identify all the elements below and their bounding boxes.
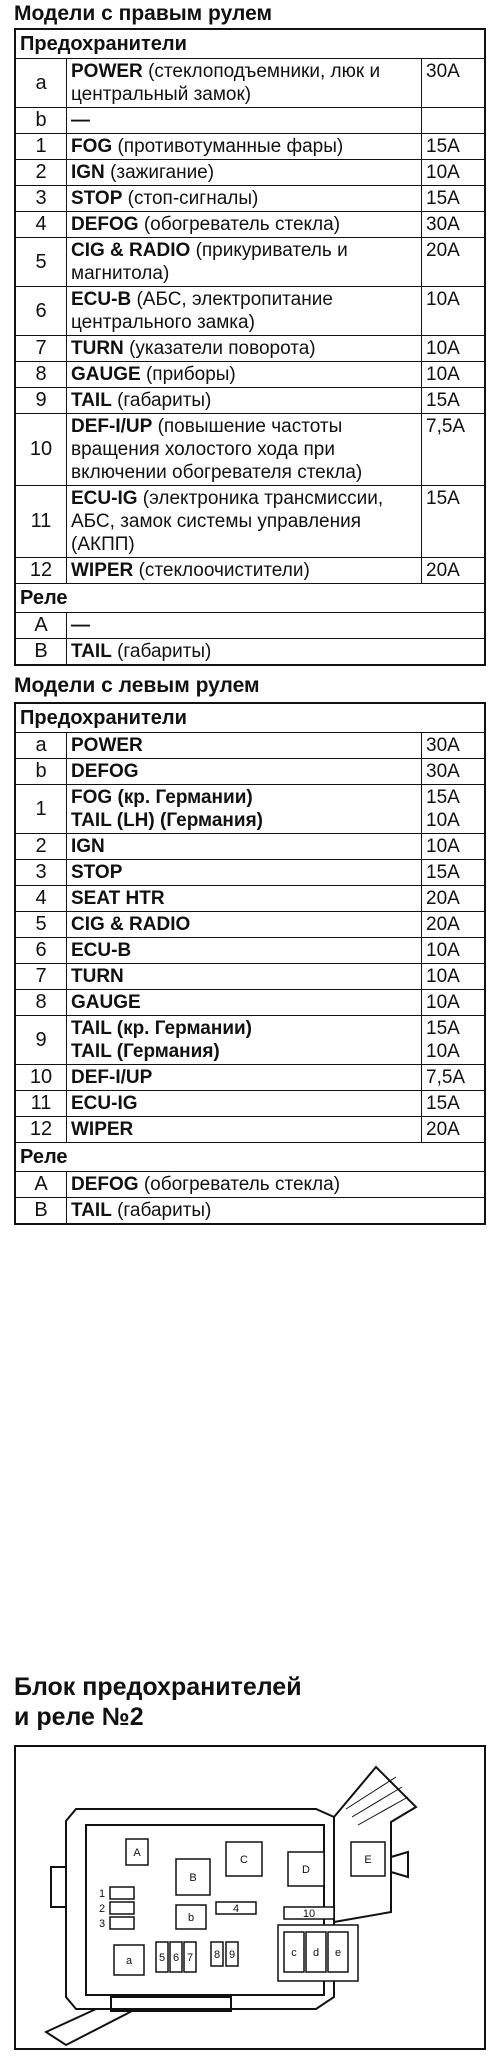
fuse-amperage (422, 964, 484, 989)
label-fuse-4: 4 (232, 1903, 240, 1915)
fuse-number: b (16, 759, 67, 784)
fuse-description (67, 1117, 422, 1142)
fuse-number: 2 (16, 834, 67, 859)
fuse-number: 10 (16, 414, 67, 485)
relay-letter: B (16, 1198, 67, 1223)
fuse-description (67, 834, 422, 859)
fuse-number: 9 (16, 388, 67, 413)
fuse-amp-value: 15A (426, 862, 460, 883)
relay-row (16, 638, 484, 664)
fuse-row (16, 963, 484, 989)
fuse-description (67, 1065, 422, 1090)
fuse-row (16, 485, 484, 557)
fuse-number: 7 (16, 964, 67, 989)
fuse-description (67, 160, 422, 185)
fuse-description (67, 964, 422, 989)
fuse-purpose: (габариты) (117, 390, 212, 411)
fuse-description (67, 1091, 422, 1116)
fuse-number: 4 (16, 212, 67, 237)
relay-name: DEFOG (71, 1174, 139, 1195)
relay-letter: A (16, 613, 67, 638)
fuse-name: TAIL (кр. Германии) (71, 1018, 253, 1039)
fuse-amperage (422, 1065, 484, 1090)
fuse-row (16, 1090, 484, 1116)
fuse-name: FOG (кр. Германии) (71, 787, 253, 808)
label-fuse-10: 10 (302, 1908, 316, 1920)
label-relay-e: E (364, 1854, 372, 1866)
fuse-description (67, 990, 422, 1015)
label-fuse-2: 2 (98, 1903, 106, 1915)
fuse-2 (110, 1902, 134, 1914)
fuse-name: ECU-B (71, 940, 132, 961)
fuse-number: 3 (16, 186, 67, 211)
fuse-number: 1 (16, 785, 67, 833)
label-relay-d: D (302, 1864, 310, 1876)
fuse-amp-value: 10A (426, 966, 460, 987)
fuse-description (67, 912, 422, 937)
fuses-header: Предохранители (20, 707, 187, 729)
fuse-purpose: (АБС, электропитание центрального замка) (71, 289, 333, 333)
fuse-description (67, 860, 422, 885)
fuse-amp-value: 20A (426, 888, 460, 909)
label-fuse-7: 7 (186, 1952, 194, 1964)
fuse-name: TAIL (LH) (Германия) (71, 810, 263, 831)
fuse-row (16, 1064, 484, 1090)
fuse-amp-value: 30A (426, 735, 460, 756)
fuse-table-left-hand (14, 702, 486, 1225)
fuse-row (16, 335, 484, 361)
fuse-amperage: 15A (426, 488, 460, 509)
fuse-purpose: (обогреватель стекла) (143, 214, 341, 235)
fuse-name: DEFOG (71, 214, 139, 235)
fuse-row (16, 784, 484, 833)
label-fuse-1: 1 (98, 1888, 106, 1900)
fuse-number: 2 (16, 160, 67, 185)
fuse-name: ECU-IG (71, 488, 138, 509)
fuse-name: — (71, 110, 90, 131)
relay-description (67, 639, 484, 664)
relay-purpose: (габариты) (117, 641, 212, 662)
label-fuse-e: e (334, 1947, 342, 1959)
fuse-name: WIPER (71, 1119, 134, 1140)
fuse-name: CIG & RADIO (71, 914, 191, 935)
fuse-amp-value: 10A (426, 1041, 460, 1062)
fuse-amp-value: 15A (426, 1018, 460, 1039)
label-fuse-a: a (125, 1955, 133, 1967)
fuse-amperage (422, 1117, 484, 1142)
label-fuse-9: 9 (228, 1949, 236, 1961)
fuse-name: CIG & RADIO (71, 240, 191, 261)
fuse-description (67, 486, 422, 557)
fuse-name: SEAT HTR (71, 888, 165, 909)
fuse-description (67, 886, 422, 911)
fuse-name: FOG (71, 136, 113, 157)
fuse-purpose: (зажигание) (110, 162, 215, 183)
relay-name: TAIL (71, 641, 112, 662)
label-fuse-3: 3 (98, 1918, 106, 1930)
fuse-row (16, 833, 484, 859)
fuse-row (16, 989, 484, 1015)
fuse-amperage (422, 1016, 484, 1064)
fuse-row (16, 557, 484, 583)
fuse-table-right-hand (14, 28, 486, 666)
fuse-amp-value: 20A (426, 1119, 460, 1140)
fuse-description (67, 212, 422, 237)
fuse-row (16, 885, 484, 911)
relay-description (67, 1198, 484, 1223)
relay-name: — (71, 615, 90, 636)
fuse-amp-value: 15A (426, 787, 460, 808)
block-title (14, 1672, 302, 1732)
relay-purpose: (обогреватель стекла) (143, 1174, 341, 1195)
relays-header: Реле (16, 583, 484, 612)
fuses-header: Предохранители (20, 33, 187, 55)
fuse-description (67, 287, 422, 335)
section-title-left-hand: Модели с левым рулем (14, 674, 260, 697)
fuse-description (67, 785, 422, 833)
fuse-amperage: 20A (426, 560, 460, 581)
fuse-number: 3 (16, 860, 67, 885)
fuse-name: TURN (71, 966, 124, 987)
fuse-name: POWER (71, 61, 143, 82)
relay-letter: B (16, 639, 67, 664)
fuse-amperage (422, 860, 484, 885)
right-connector (391, 1852, 408, 1877)
fuse-purpose: (повышение частоты вращения холостого хода при включении обогревателя стекла) (71, 416, 363, 483)
label-fuse-5: 5 (158, 1952, 166, 1964)
fuse-row (16, 211, 484, 237)
fuse-number: 12 (16, 558, 67, 583)
fuse-row (16, 1116, 484, 1142)
fuse-amperage: 15A (426, 390, 460, 411)
fuse-name: ECU-B (71, 289, 132, 310)
fuse-amp-value: 10A (426, 836, 460, 857)
fuse-number: 6 (16, 287, 67, 335)
fuse-number: b (16, 108, 67, 133)
fuse-amperage: 15A (426, 188, 460, 209)
fuse-amperage (422, 108, 484, 133)
fuse-row (16, 159, 484, 185)
relay-letter: A (16, 1172, 67, 1197)
label-fuse-d: d (312, 1947, 320, 1959)
label-fuse-b: b (187, 1912, 195, 1924)
fuse-amperage: 7,5A (426, 416, 466, 437)
fuse-amperage (422, 1091, 484, 1116)
label-relay-b: B (189, 1872, 197, 1884)
fuse-row (16, 758, 484, 784)
fuse-number: 10 (16, 1065, 67, 1090)
fuse-name: TURN (71, 338, 124, 359)
fuse-row (16, 859, 484, 885)
fuse-name: DEF-I/UP (71, 416, 153, 437)
label-relay-c: C (240, 1854, 248, 1866)
relay-purpose: (габариты) (117, 1200, 212, 1221)
fuse-amperage (422, 733, 484, 758)
fuse-description (67, 108, 422, 133)
fuse-purpose: (стеклоподъемники, люк и центральный замок) (71, 61, 381, 105)
fuse-amperage: 20A (426, 240, 460, 261)
fuse-name: STOP (71, 862, 123, 883)
fuse-amp-value: 10A (426, 940, 460, 961)
fuse-name: DEF-I/UP (71, 1067, 153, 1088)
fuse-amperage (422, 759, 484, 784)
fuse-number: 9 (16, 1016, 67, 1064)
fuse-amperage: 30A (426, 61, 460, 82)
fuse-purpose: (противотуманные фары) (117, 136, 344, 157)
label-fuse-6: 6 (172, 1952, 180, 1964)
left-bracket (51, 1867, 66, 1907)
fuse-number: 11 (16, 1091, 67, 1116)
fuse-description (67, 414, 422, 485)
fuse-amperage (422, 990, 484, 1015)
fuse-1 (110, 1887, 134, 1899)
fuse-row (16, 911, 484, 937)
fuse-name: TAIL (71, 390, 112, 411)
fuse-amperage: 10A (426, 364, 460, 385)
fuse-number: 4 (16, 886, 67, 911)
fuse-amperage (422, 912, 484, 937)
fuse-amperage (422, 785, 484, 833)
fuse-amperage (422, 834, 484, 859)
fuse-description (67, 362, 422, 387)
fuse-row (16, 237, 484, 286)
fuse-description (67, 388, 422, 413)
fuse-amperage: 15A (426, 136, 460, 157)
fuse-description (67, 186, 422, 211)
fuse-row (16, 107, 484, 133)
fuse-number: 8 (16, 362, 67, 387)
fuse-row (16, 361, 484, 387)
fuse-description (67, 134, 422, 159)
fuse-purpose: (указатели поворота) (129, 338, 316, 359)
label-fuse-8: 8 (213, 1949, 221, 1961)
relay-description (67, 1172, 484, 1197)
fuse-row (16, 58, 484, 107)
fuse-name: GAUGE (71, 364, 141, 385)
fuse-number: 7 (16, 336, 67, 361)
fuse-number: 1 (16, 134, 67, 159)
fuse-description (67, 1016, 422, 1064)
fuse-number: a (16, 59, 67, 107)
fuse-amperage (422, 938, 484, 963)
fuse-number: 8 (16, 990, 67, 1015)
block-title-line1: Блок предохранителей (14, 1673, 302, 1701)
fuse-name: IGN (71, 836, 105, 857)
relay-row (16, 1197, 484, 1223)
fuse-row (16, 286, 484, 335)
label-relay-a: A (133, 1847, 141, 1859)
fuse-name: DEFOG (71, 761, 139, 782)
fuse-number: 11 (16, 486, 67, 557)
fuse-name: ECU-IG (71, 1093, 138, 1114)
fuse-amperage: 10A (426, 289, 460, 310)
relay-row (16, 1171, 484, 1197)
fuse-description (67, 238, 422, 286)
fuse-row (16, 1015, 484, 1064)
fuse-name: STOP (71, 188, 123, 209)
fuse-amp-value: 10A (426, 992, 460, 1013)
fuse-number: 6 (16, 938, 67, 963)
fuse-name: TAIL (Германия) (71, 1041, 220, 1062)
label-fuse-c: c (291, 1947, 297, 1959)
fuse-amp-value: 7,5A (426, 1067, 466, 1088)
fuse-description (67, 558, 422, 583)
fuse-name: GAUGE (71, 992, 141, 1013)
fuse-number: 5 (16, 912, 67, 937)
fuse-row (16, 185, 484, 211)
fuse-amp-value: 10A (426, 810, 460, 831)
fuse-amp-value: 15A (426, 1093, 460, 1114)
fuse-amp-value: 30A (426, 761, 460, 782)
fuse-block-drawing (16, 1747, 484, 2048)
fuse-row (16, 413, 484, 485)
fuse-description (67, 733, 422, 758)
block-title-line2: и реле №2 (14, 1703, 144, 1731)
fuse-amperage (422, 886, 484, 911)
relay-row (16, 612, 484, 638)
relays-header: Реле (16, 1142, 484, 1171)
fuse-amperage: 10A (426, 338, 460, 359)
fuse-amperage: 10A (426, 162, 460, 183)
relay-description (67, 613, 484, 638)
fuse-purpose: (электроника трансмиссии, АБС, замок системы управления (АКПП) (71, 488, 384, 555)
section-title-right-hand: Модели с правым рулем (14, 2, 273, 25)
fuse-name: IGN (71, 162, 105, 183)
bottom-bracket (46, 2009, 136, 2045)
fuse-purpose: (стеклоочистители) (138, 560, 310, 581)
fuse-description (67, 336, 422, 361)
fuse-row (16, 387, 484, 413)
fuse-row (16, 133, 484, 159)
fuse-number: 12 (16, 1117, 67, 1142)
fuse-amp-value: 20A (426, 914, 460, 935)
fuse-name: POWER (71, 735, 143, 756)
fuse-name: WIPER (71, 560, 134, 581)
fuse-description (67, 759, 422, 784)
fuse-purpose: (стоп-сигналы) (127, 188, 259, 209)
fuse-number: a (16, 733, 67, 758)
fuse-description (67, 938, 422, 963)
fuse-3 (110, 1917, 134, 1929)
fuse-description (67, 59, 422, 107)
fuse-number: 5 (16, 238, 67, 286)
fuse-row (16, 937, 484, 963)
fuse-row (16, 732, 484, 758)
fuse-amperage: 30A (426, 214, 460, 235)
relay-name: TAIL (71, 1200, 112, 1221)
fuse-block-diagram (14, 1745, 486, 2050)
fuse-purpose: (прикуриватель и магнитола) (71, 240, 348, 284)
fuse-purpose: (приборы) (145, 364, 236, 385)
